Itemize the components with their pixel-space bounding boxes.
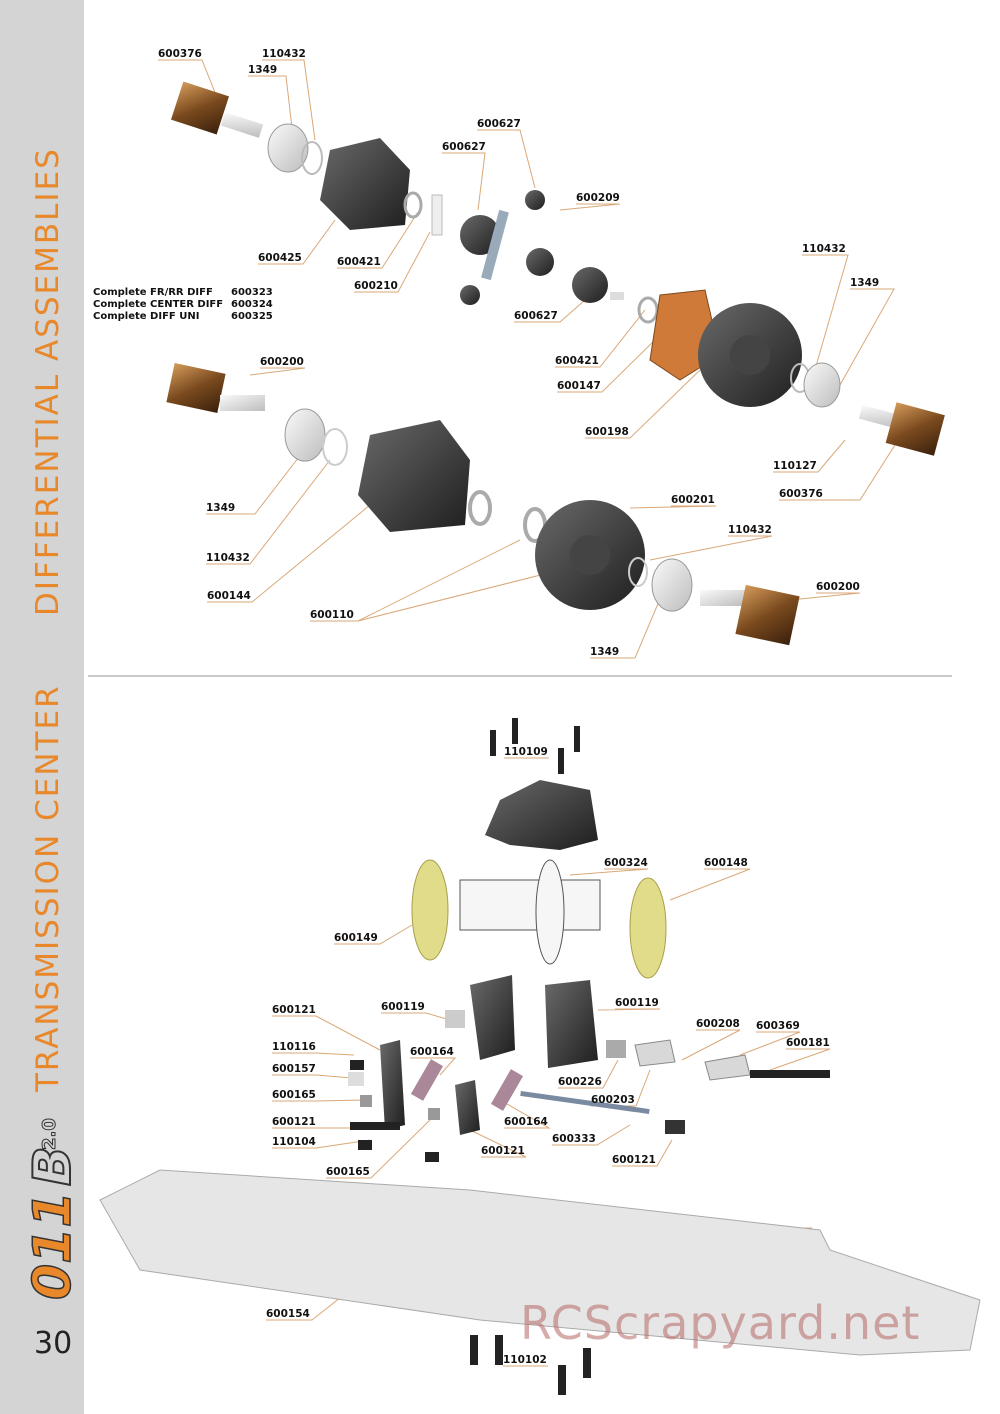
kit-code: 600325 [231, 311, 273, 322]
part-label: 110116 [272, 1041, 316, 1053]
part-label: 600164 [504, 1116, 548, 1128]
part-label: 600148 [704, 857, 748, 869]
part-label: 600165 [326, 1166, 370, 1178]
part-label: 600149 [334, 932, 378, 944]
svg-text:011: 011 [23, 1191, 83, 1300]
kit-code: 600323 [231, 287, 273, 298]
part-label: 600333 [552, 1133, 596, 1145]
part-label: 600181 [786, 1037, 830, 1049]
part-label: 600164 [410, 1046, 454, 1058]
part-label: 1349 [248, 64, 278, 76]
kit-name: Complete FR/RR DIFF [93, 287, 213, 298]
diff-assembly-1 [171, 82, 945, 456]
part-label: 600627 [442, 141, 486, 153]
part-label: 600627 [514, 310, 558, 322]
part-label: 600200 [260, 356, 304, 368]
part-label: 600165 [272, 1089, 316, 1101]
part-label: 600421 [555, 355, 599, 367]
part-label: 600226 [558, 1076, 602, 1088]
part-label: 600369 [756, 1020, 800, 1032]
part-label: 110432 [802, 243, 846, 255]
part-label: 600324 [604, 857, 648, 869]
part-label: 600209 [576, 192, 620, 204]
part-label: 110104 [272, 1136, 316, 1148]
part-label: 600110 [310, 609, 354, 621]
part-label: 600376 [158, 48, 202, 60]
part-label: 600203 [591, 1094, 635, 1106]
section-title-transmission: TRANSMISSION CENTER [30, 684, 66, 1092]
part-label: 110432 [728, 524, 772, 536]
svg-text:2.0: 2.0 [39, 1118, 60, 1150]
kit-name: Complete CENTER DIFF [93, 299, 224, 310]
part-label: 1349 [206, 502, 236, 514]
part-label: 110432 [262, 48, 306, 60]
part-label: 600157 [272, 1063, 316, 1075]
svg-text:B: B [23, 1146, 83, 1186]
part-label: 110109 [504, 746, 548, 758]
part-label: 600154 [266, 1308, 310, 1320]
part-label: 600208 [696, 1018, 740, 1030]
kit-code: 600324 [231, 299, 273, 310]
part-label: 600376 [779, 488, 823, 500]
part-label: 600121 [272, 1004, 316, 1016]
part-label: 600144 [207, 590, 251, 602]
transmission-assembly [100, 718, 980, 1395]
part-label: 600201 [671, 494, 715, 506]
kit-name: Complete DIFF UNI [93, 311, 200, 322]
part-label: 600119 [381, 1001, 425, 1013]
section-title-differential: DIFFERENTIAL ASSEMBLIES [30, 147, 66, 616]
part-label: 600421 [337, 256, 381, 268]
page-number: 30 [34, 1326, 73, 1361]
part-label: 600210 [354, 280, 398, 292]
part-label: 600121 [481, 1145, 525, 1157]
part-label: 600121 [272, 1116, 316, 1128]
part-label: 600627 [477, 118, 521, 130]
part-label: 600121 [612, 1154, 656, 1166]
part-label: 600425 [258, 252, 302, 264]
part-label: 110127 [773, 460, 817, 472]
part-label: 600147 [557, 380, 601, 392]
watermark: RCScrapyard.net [520, 1296, 921, 1350]
part-label: 110102 [503, 1354, 547, 1366]
part-label: 600198 [585, 426, 629, 438]
part-label: 1349 [850, 277, 880, 289]
part-label: 600119 [615, 997, 659, 1009]
part-label: 600200 [816, 581, 860, 593]
part-label: 110432 [206, 552, 250, 564]
part-label: 1349 [590, 646, 620, 658]
